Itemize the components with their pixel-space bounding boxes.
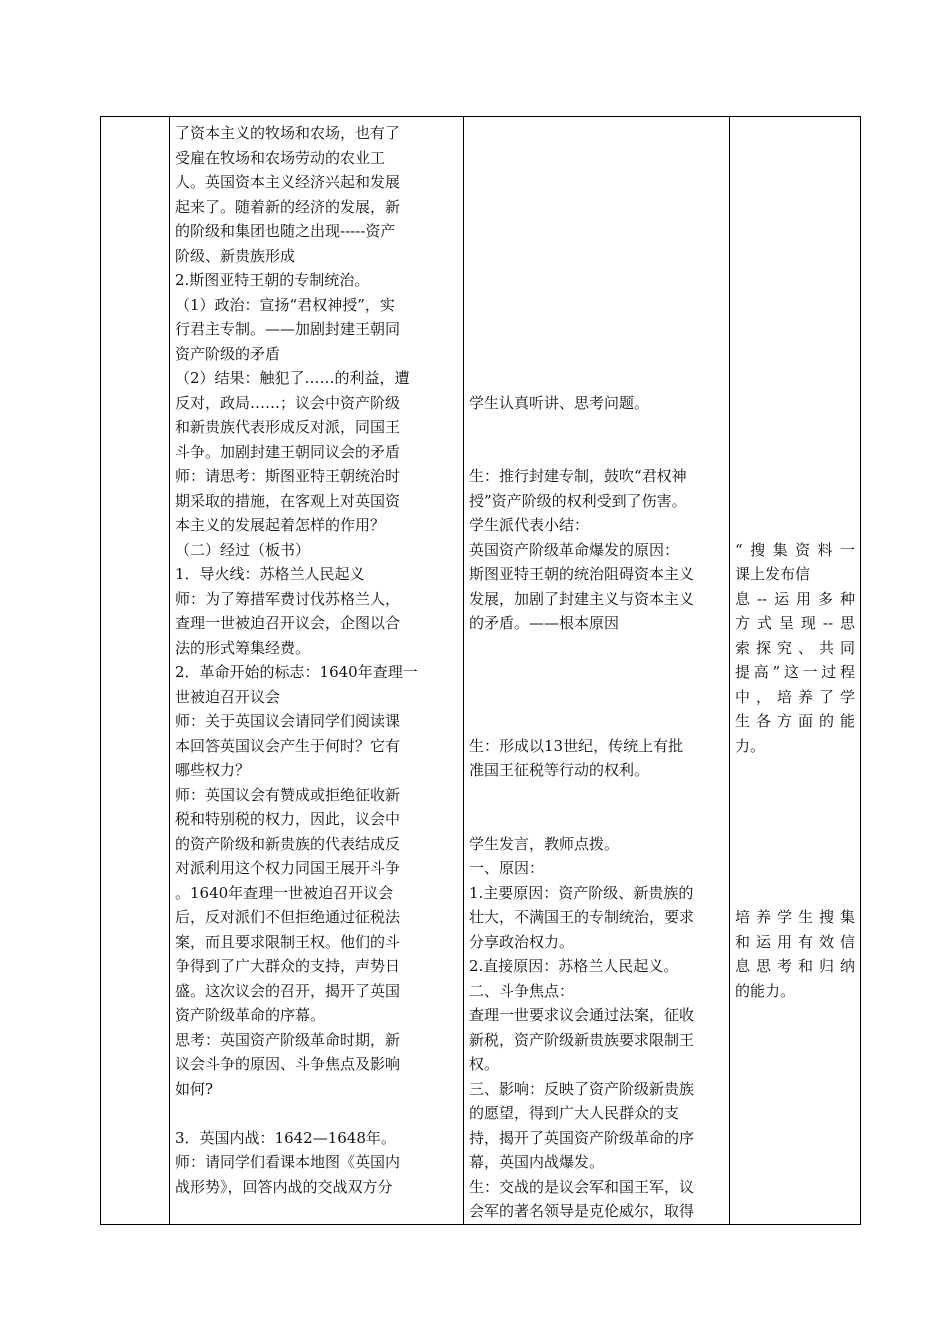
text-line	[469, 268, 724, 293]
text-line	[735, 170, 855, 195]
text-line: 争得到了广大群众的支持，声势日	[175, 957, 401, 975]
text-line: 思考：英国资产阶级革命时期，新	[175, 1030, 401, 1049]
text-line: 一、原因：	[469, 859, 545, 877]
text-line: 税和特别税的权力，因此，议会中	[175, 810, 401, 828]
text-line: 中，培养了学	[735, 687, 855, 706]
text-line: 三、影响：反映了资产阶级新贵族	[469, 1079, 695, 1098]
text-line: 法的形式筹集经费。	[175, 638, 311, 657]
text-line: 2.直接原因：苏格兰人民起义。	[469, 957, 679, 975]
text-line: 学生派代表小结：	[469, 516, 590, 534]
text-line: 行君主专制。——加剧封建王朝同	[175, 320, 401, 338]
text-line	[735, 268, 855, 293]
text-line: 息--运用多种	[735, 589, 855, 608]
text-line	[735, 391, 855, 416]
teaching-content-cell	[170, 117, 464, 1225]
text-line	[469, 342, 724, 367]
text-line: 索探究、共同	[735, 638, 855, 657]
text-line	[735, 832, 855, 857]
text-line: 提高”这一过程	[735, 663, 855, 681]
text-line: 息思考和归纳	[735, 957, 855, 975]
text-line: 生：推行封建专制，鼓吹“君权神	[469, 467, 687, 485]
text-line: 查理一世被迫召开议会，企图以合	[175, 614, 401, 632]
text-line: 了资本主义的牧场和农场，也有了	[175, 124, 401, 142]
table-row	[101, 117, 861, 1225]
text-line	[735, 881, 855, 906]
text-line	[469, 783, 724, 808]
text-line	[735, 121, 855, 146]
text-line: 反对，政局……；议会中资产阶级	[175, 393, 401, 412]
text-line: 资产阶级革命的序幕。	[175, 1006, 326, 1024]
text-line: 力。	[735, 736, 766, 755]
text-line: 生：形成以13世纪，传统上有批	[469, 736, 684, 755]
student-activity-cell	[464, 117, 730, 1225]
text-line: 战形势》，回答内战的交战双方分	[175, 1177, 393, 1196]
text-line: 1．导火线：苏格兰人民起义	[175, 565, 365, 583]
text-line: 师：关于英国议会请同学们阅读课	[175, 712, 401, 730]
text-line	[735, 366, 855, 391]
text-line	[469, 195, 724, 220]
text-line	[735, 317, 855, 342]
text-line: 。1640年查理一世被迫召开议会	[175, 883, 394, 902]
empty-section-cell	[101, 117, 170, 1225]
text-line	[469, 244, 724, 269]
text-line	[735, 146, 855, 171]
text-line	[469, 685, 724, 710]
design-intent-cell	[730, 117, 861, 1225]
text-line: 和新贵族代表形成反对派，同国王	[175, 418, 401, 436]
text-line	[735, 464, 855, 489]
text-line	[735, 415, 855, 440]
text-line: 分享政治权力。	[469, 932, 575, 951]
text-line	[469, 807, 724, 832]
text-line: 师：请思考：斯图亚特王朝统治时	[175, 467, 401, 485]
text-line: 盛。这次议会的召开，揭开了英国	[175, 981, 401, 1000]
text-line	[735, 244, 855, 269]
text-line	[175, 1101, 458, 1126]
text-line: 课上发布信	[735, 565, 811, 583]
text-line: 和运用有效信	[735, 932, 855, 951]
text-line: 资产阶级的矛盾	[175, 344, 281, 363]
text-line: 新税，资产阶级新贵族要求限制王	[469, 1030, 695, 1049]
text-line	[469, 121, 724, 146]
text-line	[735, 807, 855, 832]
text-line	[469, 170, 724, 195]
text-line: 世被迫召开议会	[175, 687, 281, 706]
text-line: 斯图亚特王朝的统治阻碍资本主义	[469, 565, 695, 583]
text-line: 师：请同学们看课本地图《英国内	[175, 1153, 401, 1171]
text-line	[735, 489, 855, 514]
text-line: 授”资产阶级的权利受到了伤害。	[469, 491, 687, 510]
text-line: 人。英国资本主义经济兴起和发展	[175, 173, 401, 191]
student-activity-text	[469, 121, 724, 1224]
text-line: 会军的著名领导是克伦威尔，取得	[469, 1202, 695, 1220]
text-line: 的阶级和集团也随之出现-----资产	[175, 222, 396, 240]
text-line	[469, 146, 724, 171]
text-line	[469, 660, 724, 685]
text-line: 生各方面的能	[735, 712, 855, 730]
text-line: 学生认真听讲、思考问题。	[469, 393, 650, 412]
text-line: 方式呈现--思	[735, 614, 855, 632]
text-line: 2．革命开始的标志：1640年查理一	[175, 663, 418, 681]
text-line: 二、斗争焦点：	[469, 981, 575, 1000]
text-line	[469, 293, 724, 318]
text-line: 生：交战的是议会军和国王军，议	[469, 1177, 695, 1196]
text-line: 的资产阶级和新贵族的代表结成反	[175, 834, 401, 853]
text-line	[735, 342, 855, 367]
text-line: 壮大，不满国王的专制统治，要求	[469, 908, 695, 926]
text-line	[735, 219, 855, 244]
text-line	[735, 293, 855, 318]
text-line: 师：为了筹措军费讨伐苏格兰人，	[175, 589, 401, 608]
text-line: 起来了。随着新的经济的发展，新	[175, 197, 401, 216]
text-line	[469, 440, 724, 465]
text-line: 查理一世要求议会通过法案，征收	[469, 1006, 695, 1024]
text-line	[735, 783, 855, 808]
text-line	[735, 513, 855, 538]
text-line: 议会斗争的原因、斗争焦点及影响	[175, 1055, 401, 1073]
text-line: （二）经过（板书）	[175, 540, 311, 559]
text-line: 2.斯图亚特王朝的专制统治。	[175, 271, 370, 289]
text-line	[735, 758, 855, 783]
text-line: 幕，英国内战爆发。	[469, 1153, 605, 1171]
text-line	[469, 709, 724, 734]
text-line: 对派利用这个权力同国王展开斗争	[175, 859, 401, 877]
text-line: 哪些权力？	[175, 761, 251, 779]
text-line: 期采取的措施，在客观上对英国资	[175, 491, 401, 510]
text-line: 的能力。	[735, 981, 796, 1000]
text-line: 师：英国议会有赞成或拒绝征收新	[175, 785, 401, 804]
text-line	[469, 219, 724, 244]
text-line: 斗争。加剧封建王朝同议会的矛盾	[175, 442, 401, 461]
text-line: 受雇在牧场和农场劳动的农业工	[175, 148, 386, 167]
text-line	[469, 415, 724, 440]
text-line	[469, 636, 724, 661]
text-line: 阶级、新贵族形成	[175, 246, 296, 265]
text-line: 准国王征税等行动的权利。	[469, 761, 650, 779]
text-line: “搜集资料一	[735, 540, 855, 559]
text-line	[469, 317, 724, 342]
text-line: 1.主要原因：资产阶级、新贵族的	[469, 883, 694, 902]
text-line: 发展，加剧了封建主义与资本主义	[469, 589, 695, 608]
teaching-content-text	[175, 121, 458, 1199]
text-line: 持，揭开了英国资产阶级革命的序	[469, 1128, 695, 1147]
text-line: 英国资产阶级革命爆发的原因：	[469, 540, 680, 559]
text-line: 的愿望，得到广大人民群众的支	[469, 1104, 680, 1122]
text-line	[735, 440, 855, 465]
text-line: 的矛盾。——根本原因	[469, 614, 620, 632]
text-line: （1）政治：宣扬“君权神授”，实	[175, 295, 395, 314]
text-line: 后，反对派们不但拒绝通过征税法	[175, 908, 401, 926]
text-line: 本主义的发展起着怎样的作用？	[175, 516, 386, 534]
text-line	[469, 366, 724, 391]
text-line: 案，而且要求限制王权。他们的斗	[175, 932, 401, 951]
text-line: 3．英国内战：1642—1648年。	[175, 1128, 396, 1147]
lesson-plan-table	[100, 116, 861, 1225]
text-line: 如何?	[175, 1079, 214, 1098]
design-intent-text	[735, 121, 855, 1003]
text-line: 本回答英国议会产生于何时？它有	[175, 736, 401, 755]
text-line	[735, 195, 855, 220]
text-line	[735, 856, 855, 881]
text-line: 培养学生搜集	[735, 908, 855, 926]
text-line: 权。	[469, 1055, 500, 1073]
text-line: 学生发言，教师点拨。	[469, 834, 620, 853]
text-line: （2）结果：触犯了……的利益，遭	[175, 369, 410, 387]
